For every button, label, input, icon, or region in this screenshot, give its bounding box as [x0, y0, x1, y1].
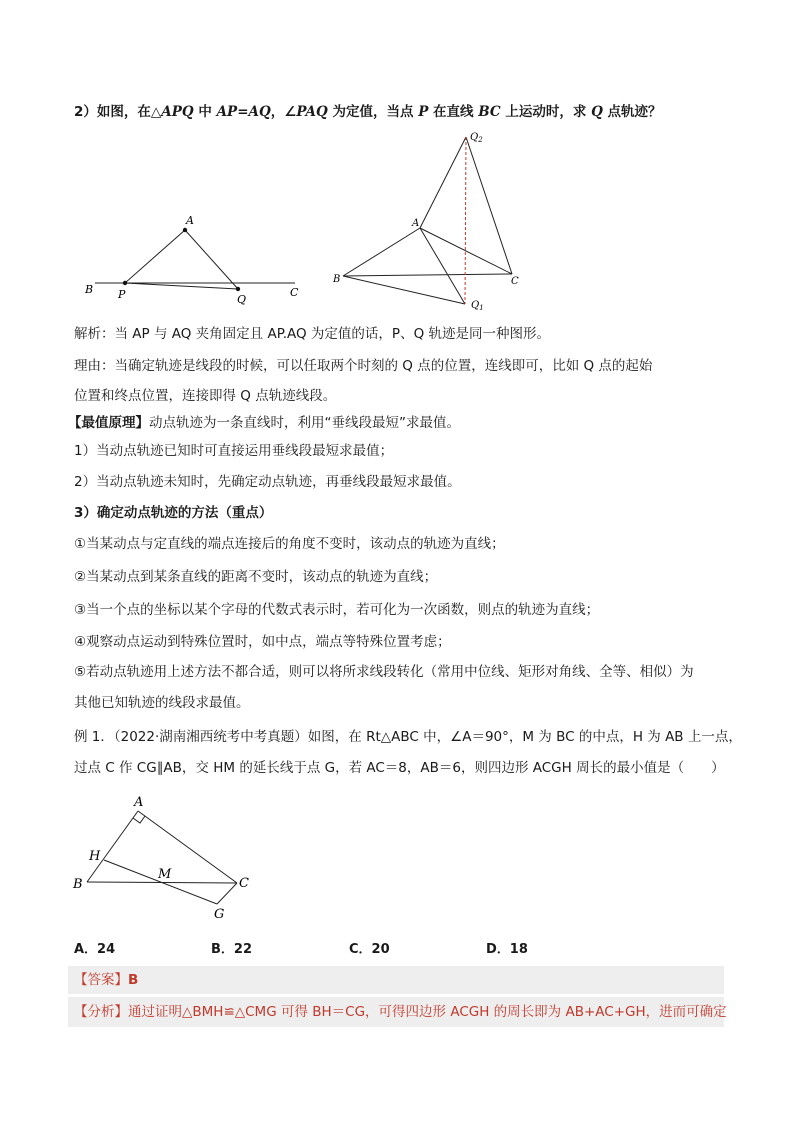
point-q — [236, 287, 240, 291]
method-1: ①当某动点与定直线的端点连接后的角度不变时，该动点的轨迹为直线； — [74, 536, 505, 552]
segment-aq2 — [420, 137, 466, 228]
option-d: D．18 — [486, 942, 528, 957]
method-3: ③当一个点的坐标以某个字母的代数式表示时，若可化为一次函数，则点的轨迹为直线； — [74, 602, 600, 618]
text: Q — [470, 132, 479, 143]
text: BC — [478, 104, 501, 120]
dashed-q1q2 — [465, 137, 466, 304]
right-angle-mark — [133, 816, 145, 823]
method-5-line-2: 其他已知轨迹的线段求最值。 — [74, 695, 250, 711]
label-a: A — [412, 218, 420, 229]
method-2: ②当某动点到某条直线的距离不变时，该动点的轨迹为直线； — [74, 569, 438, 585]
label-m: M — [158, 867, 172, 882]
text: 2）如图，在△ — [74, 104, 162, 120]
label-q: Q — [237, 293, 247, 305]
label-b: B — [73, 877, 83, 892]
segment-ab — [343, 228, 420, 276]
segment-aq — [185, 230, 238, 289]
analysis2-text: 通过证明△BMH≌△CMG 可得 BH＝CG，可得四边形 ACGH 的周长即为 AB+AC+GH，进而可确定 — [128, 1004, 727, 1020]
label-q2 — [470, 132, 483, 144]
method-5-line-1: ⑤若动点轨迹用上述方法不都合适，则可以将所求线段转化（常用中位线、矩形对角线、全等、相似）为 — [74, 664, 694, 680]
analysis-text: 解析：当 AP 与 AQ 夹角固定且 AP.AQ 为定值的话，P、Q 轨迹是同一种图形。 — [74, 326, 550, 342]
label-a: A — [134, 795, 144, 810]
segment-q2c — [466, 137, 512, 274]
label-g: G — [214, 907, 225, 922]
text: 为定值，当点 — [327, 104, 419, 120]
point-p — [123, 281, 127, 285]
text: AP — [216, 104, 238, 120]
segment-ac — [138, 811, 237, 883]
option-b: B．22 — [211, 942, 252, 957]
option-a: A．24 — [74, 942, 116, 957]
label-h: H — [89, 849, 101, 864]
segment-bq1 — [343, 276, 465, 304]
text: 2 — [478, 136, 483, 144]
method-4: ④观察动点运动到特殊位置时，如中点，端点等特殊位置考虑； — [74, 634, 451, 650]
problem2-statement — [74, 102, 662, 122]
text: 中 — [193, 104, 217, 120]
answer-heading: 【答案】 — [74, 972, 128, 988]
text: 上运动时，求 — [500, 104, 592, 120]
segment-ab — [87, 811, 138, 882]
segment-ap — [125, 230, 185, 283]
label-a: A — [186, 214, 194, 227]
analysis2 — [74, 1002, 727, 1022]
analysis2-heading: 【分析】 — [74, 1004, 128, 1020]
reason-line-2: 位置和终点位置，连接即得 Q 点轨迹线段。 — [74, 388, 337, 404]
principle-heading: 【最值原理】 — [68, 415, 149, 431]
text: Q — [591, 104, 603, 120]
segment-bc — [343, 274, 512, 276]
methods-title: 3）确定动点轨迹的方法（重点） — [74, 505, 273, 521]
example-line-1: 例 1．（2022·湖南湘西统考中考真题）如图，在 Rt△ABC 中，∠A＝90°，M 为 BC 的中点，H 为 AB 上一点， — [74, 729, 742, 745]
label-c: C — [290, 286, 299, 299]
segment-pq — [125, 283, 238, 289]
segment-cg — [217, 883, 237, 904]
text: ，∠ — [270, 104, 297, 120]
option-c: C．20 — [349, 942, 390, 957]
answer-box — [68, 966, 724, 994]
label-b: B — [85, 283, 94, 296]
text: 1 — [479, 304, 484, 312]
label-b: B — [333, 274, 341, 285]
reason-line-1: 理由：当确定轨迹是线段的时候，可以任取两个时刻的 Q 点的位置，连线即可，比如 Q 点的起始 — [74, 358, 653, 374]
text: 点轨迹？ — [602, 104, 662, 120]
principle-item-2: 2）当动点轨迹未知时，先确定动点轨迹，再垂线段最短求最值。 — [74, 474, 461, 490]
point-a — [183, 228, 187, 232]
figure-rt-triangle-abc — [70, 792, 260, 927]
principle — [68, 413, 460, 433]
figure-q-locus — [325, 128, 525, 318]
text: Q — [471, 300, 480, 311]
label-p: P — [118, 288, 126, 301]
principle-text: 动点轨迹为一条直线时，利用“垂线段最短”求最值。 — [149, 415, 460, 431]
text: 在直线 — [428, 104, 479, 120]
label-c: C — [239, 876, 249, 891]
principle-item-1: 1）当动点轨迹已知时可直接运用垂线段最短求最值； — [74, 443, 394, 459]
figure-triangle-apq — [80, 210, 310, 305]
text: PAQ — [296, 104, 328, 120]
label-c: C — [511, 276, 519, 287]
text: APQ — [161, 104, 194, 120]
example-line-2: 过点 C 作 CG∥AB，交 HM 的延长线于点 G，若 AC＝8，AB＝6，则四边形 ACGH 周长的最小值是（ ） — [74, 760, 725, 776]
text: AQ — [248, 104, 271, 120]
answer — [74, 970, 138, 990]
text: P — [418, 104, 429, 120]
answer-value: B — [128, 972, 139, 988]
label-q1 — [471, 300, 484, 312]
text: = — [237, 104, 249, 120]
